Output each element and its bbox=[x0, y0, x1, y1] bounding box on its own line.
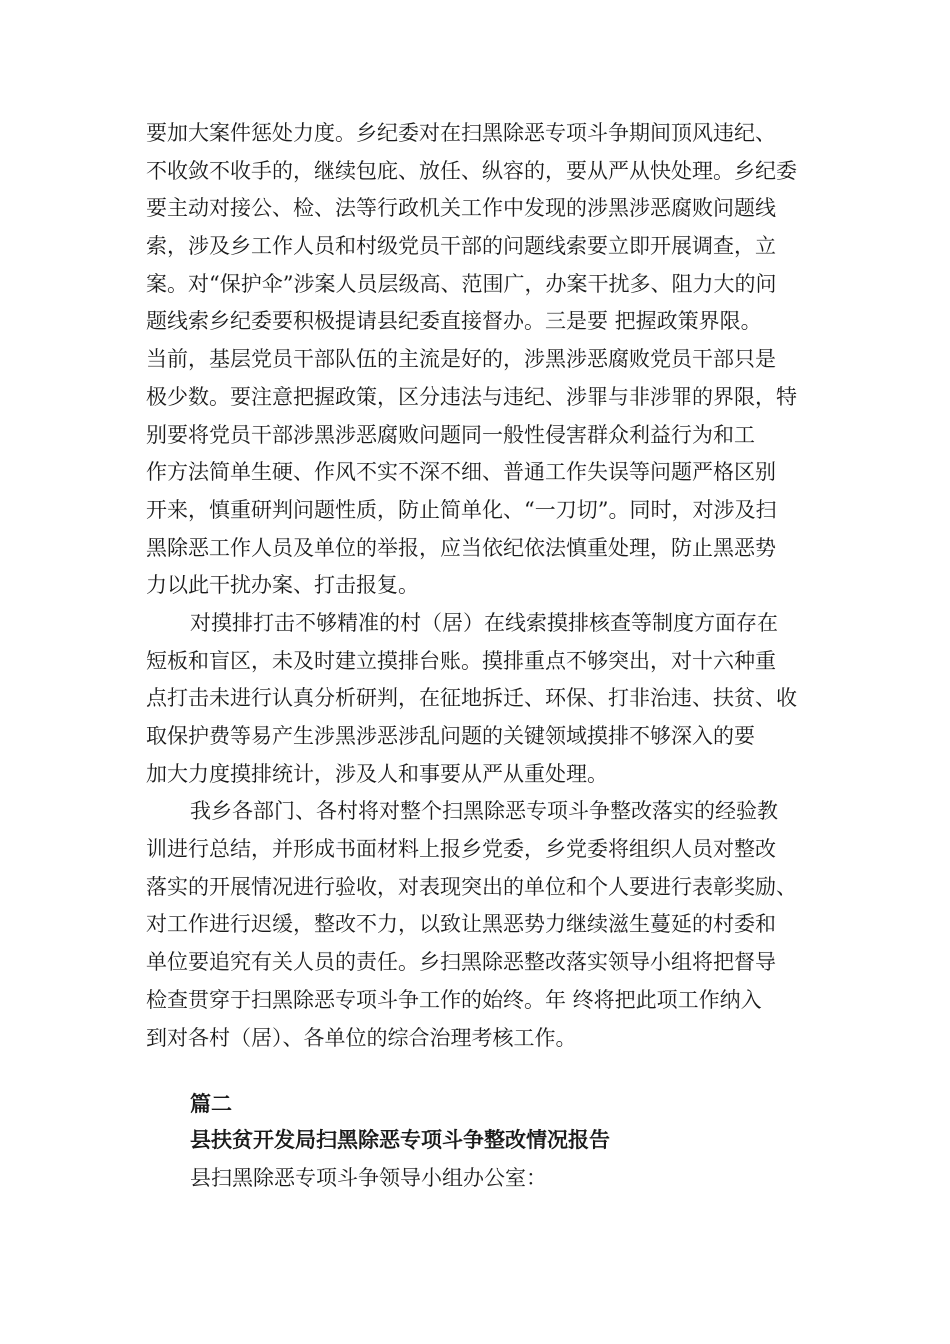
paragraph bbox=[146, 115, 810, 605]
text-line: 案。对“保护伞”涉案人员层级高、范围广，办案干扰多、阻力大的问 bbox=[146, 271, 777, 296]
text-line: 对摸排打击不够精准的村（居）在线索摸排核查等制度方面存在 bbox=[190, 610, 778, 635]
section-label: 篇二 bbox=[190, 1091, 232, 1116]
text-line: 要加大案件惩处力度。乡纪委对在扫黑除恶专项斗争期间顶风违纪、 bbox=[146, 121, 776, 145]
text-line: 当前，基层党员干部队伍的主流是好的，涉黑涉恶腐败党员干部只是 bbox=[146, 347, 776, 372]
text-line: 开来，慎重研判问题性质，防止简单化、“一刀切”。同时，对涉及扫 bbox=[146, 497, 777, 522]
text-line: 取保护费等易产生涉黑涉恶涉乱问题的关键领域摸排不够深入的要 bbox=[146, 724, 755, 748]
text-line: 力以此干扰办案、打击报复。 bbox=[146, 573, 419, 598]
text-line: 单位要追究有关人员的责任。乡扫黑除恶整改落实领导小组将把督导 bbox=[146, 950, 776, 975]
text-line: 对工作进行迟缓，整改不力，以致让黑恶势力继续滋生蔓延的村委和 bbox=[146, 912, 776, 937]
paragraph bbox=[146, 605, 810, 793]
text-line: 别要将党员干部涉黑涉恶腐败问题同一般性侵害群众利益行为和工 bbox=[146, 422, 755, 447]
paragraph bbox=[146, 793, 810, 1057]
text-line: 要主动对接公、检、法等行政机关工作中发现的涉黑涉恶腐败问题线 bbox=[146, 196, 776, 221]
text-line: 落实的开展情况进行验收，对表现突出的单位和个人要进行表彰奖励、 bbox=[146, 874, 797, 899]
text-line: 不收敛不收手的，继续包庇、放任、纵容的，要从严从快处理。乡纪委 bbox=[146, 158, 797, 183]
salutation: 县扫黑除恶专项斗争领导小组办公室： bbox=[190, 1166, 547, 1190]
text-line: 短板和盲区，未及时建立摸排台账。摸排重点不够突出，对十六种重 bbox=[146, 648, 776, 673]
text-line: 加大力度摸排统计，涉及人和事要从严从重处理。 bbox=[146, 761, 608, 786]
section-title: 县扶贫开发局扫黑除恶专项斗争整改情况报告 bbox=[190, 1127, 610, 1152]
text-line: 我乡各部门、各村将对整个扫黑除恶专项斗争整改落实的经验教 bbox=[190, 799, 778, 824]
text-line: 索，涉及乡工作人员和村级党员干部的问题线索要立即开展调查，立 bbox=[146, 234, 776, 259]
text-line: 训进行总结，并形成书面材料上报乡党委，乡党委将组织人员对整改 bbox=[146, 837, 776, 862]
text-line: 作方法简单生硬、作风不实不深不细、普通工作失误等问题严格区别 bbox=[146, 460, 776, 485]
text-line: 到对各村（居）、各单位的综合治理考核工作。 bbox=[146, 1025, 577, 1050]
text-line: 黑除恶工作人员及单位的举报，应当依纪依法慎重处理，防止黑恶势 bbox=[146, 535, 776, 560]
text-line: 极少数。要注意把握政策，区分违法与违纪、涉罪与非涉罪的界限，特 bbox=[146, 384, 797, 409]
text-line: 点打击未进行认真分析研判，在征地拆迁、环保、打非治违、扶贫、收 bbox=[146, 686, 797, 711]
body-text bbox=[146, 115, 810, 1057]
text-line: 题线索乡纪委要积极提请县纪委直接督办。三是要 把握政策界限。 bbox=[146, 309, 762, 334]
text-line: 检查贯穿于扫黑除恶专项斗争工作的始终。年 终将把此项工作纳入 bbox=[146, 987, 762, 1012]
